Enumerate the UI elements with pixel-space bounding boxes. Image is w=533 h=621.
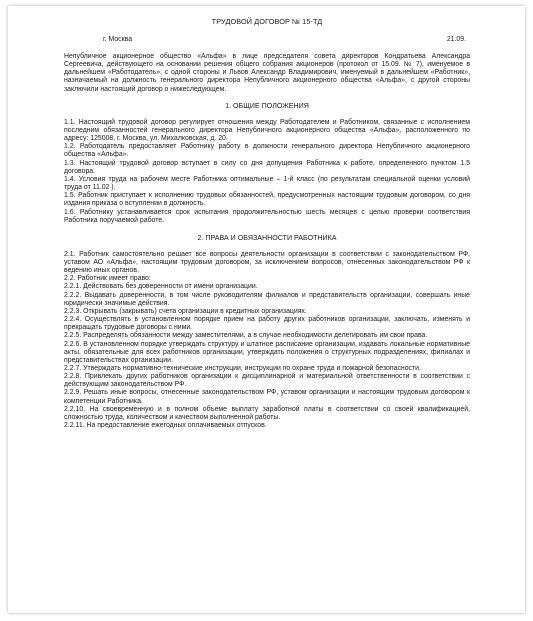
city-date-line [64, 35, 470, 44]
clause-1-2: 1.2. Работодатель предоставляет Работнику работу в должности генерального директора Непубличного акционерного общества «Альфа». [64, 143, 470, 159]
clause-2-2-3: 2.2.3. Открывать (закрывать) счета организации в кредитных организациях. [64, 307, 307, 315]
clause-1-4: 1.4. Условия труда на рабочем месте Работника оптимальные – 1-й класс (по результатам специальной оценки условий труда от 11.02 ). [64, 175, 470, 192]
city: г. Москва [103, 36, 133, 43]
document-title: ТРУДОВОЙ ДОГОВОР № 15-ТД [211, 17, 323, 26]
clause-2-2-7: 2.2.7. Утверждать нормативно-технические инструкции, инструкции по охране труда и пожарной безопасности. [64, 365, 421, 372]
clause-2-2-5: 2.2.5. Распределять обязанности между заместителями, а в случае необходимости делегировать им свои права. [64, 332, 428, 340]
clause-1-1: 1.1. Настоящий трудовой договор регулирует отношения между Работодателем и Работником, связанные с исполнением последним обязанностей генерального директора Непубличного акционерного общества «Альфа», расположенного по адресу: 125008, г. Москва, ул. Михалковская, д. 20. [64, 118, 470, 143]
clause-2-1: 2.1. Работник самостоятельно решает все вопросы деятельности организации в соответствии с законодательством РФ, уставом АО «Альфа», настоящим трудовым договором, за исключением вопросов, отнесенных законодательством РФ к ведению иных органов. [64, 250, 470, 275]
document-page [8, 6, 525, 613]
clause-2-2-9: 2.2.9. Решать иные вопросы, отнесенные законодательством РФ, уставом организации и настоящим трудовым договором к компетенции Работника. [64, 389, 470, 405]
date: 21.09. [446, 36, 466, 43]
clause-2-2-10: 2.2.10. На своевременную и в полном объеме выплату заработной платы в соответствии со своей квалификацией, сложностью труда, количеством и качеством выполненной работы. [64, 405, 470, 421]
section-heading-1: 1. ОБЩИЕ ПОЛОЖЕНИЯ [225, 101, 309, 110]
clause-1-6: 1.6. Работнику устанавливается срок испытания продолжительностью шесть месяцев с целью проверки соответствия Работника поручаемой работе. [64, 208, 470, 224]
clause-1-5: 1.5. Работник приступает к исполнению трудовых обязанностей, предусмотренных настоящим трудовым договором, со дня издания приказа о вступлении в должность. [64, 192, 470, 208]
preamble: Непубличное акционерное общество «Альфа» в лице председателя совета директоров Кондратьева Александра Сергеевича, действующего на основании решения общего собрания акционеров (протокол от 15.09. № 7), именуемое в дальнейшем «Работодатель», с одной стороны и Львов Александр Владимирович, именуемый в дальнейшем «Работник», назначаемый на должность генерального директора Непубличного акционерного общества «Альфа», с другой стороны заключили настоящий договор о нижеследующем. [64, 53, 470, 93]
clause-2-2-6: 2.2.6. В установленном порядке утверждать структуру и штатное расписание организации, издавать локальные нормативные акты, обязательные для всех работников организации, утверждать положения о структурных подразделениях, филиалах и представительствах организации. [64, 340, 470, 364]
clause-2-2-4: 2.2.4. Осуществлять в установленном порядке прием на работу других работников организации, заключать, изменять и прекращать трудовые договоры с ними. [64, 316, 470, 332]
clause-2-2: 2.2. Работник имеет право: [64, 275, 151, 283]
section-heading-2: 2. ПРАВА И ОБЯЗАННОСТИ РАБОТНИКА [197, 233, 337, 242]
clause-1-3: 1.3. Настоящий трудовой договор вступает в силу со дня допущения Работника к работе, определенного пунктом 1.5 договора. [64, 159, 470, 175]
clause-2-2-2: 2.2.2. Выдавать доверенности, в том числе руководителям филиалов и представительств организации, совершать иные юридически значимые действия. [64, 291, 470, 307]
clause-2-2-1: 2.2.1. Действовать без доверенности от имени организации. [64, 283, 258, 291]
clause-2-2-8: 2.2.8. Привлекать других работников организации к дисциплинарной и материальной ответственности в соответствии с действующим законодательством РФ. [64, 373, 470, 389]
clause-2-2-11: 2.2.11. На предоставление ежегодных оплачиваемых отпусков. [64, 422, 267, 430]
